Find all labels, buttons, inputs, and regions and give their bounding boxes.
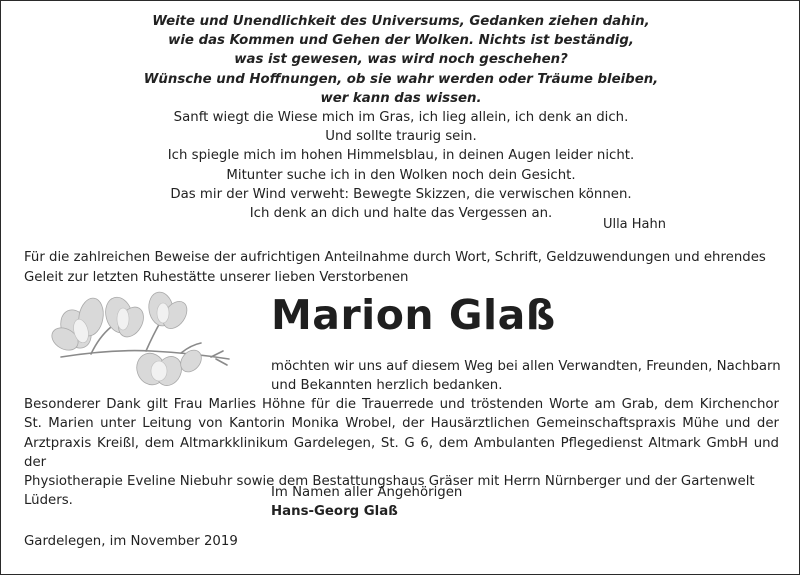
signature-block bbox=[271, 483, 462, 522]
poem-line: Mitunter suche ich in den Wolken noch dein Gesicht. bbox=[226, 167, 576, 183]
intro-line: Für die zahlreichen Beweise der aufrichtigen Anteilnahme durch Wort, Schrift, Geldzuwendungen und ehrendes bbox=[24, 250, 766, 265]
special-thanks-line: Besonderer Dank gilt Frau Marlies Höhne für die Trauerrede und tröstenden Worte am Grab, dem Kirchenchor bbox=[24, 397, 779, 412]
poem-line: Ich spiegle mich im hohen Himmelsblau, in deinen Augen leider nicht. bbox=[167, 148, 635, 164]
place-date: Gardelegen, im November 2019 bbox=[24, 534, 238, 549]
poem-line: Wünsche und Hoffnungen, ob sie wahr werden oder Träume bleiben, bbox=[143, 71, 659, 87]
poem-line: Ich denk an dich und halte das Vergessen an. bbox=[249, 206, 553, 222]
deceased-name: Marion Glaß bbox=[271, 291, 556, 339]
special-thanks-line: Physiotherapie Eveline Niebuhr sowie dem Bestattungshaus Gräser mit Herrn Nürnberger und der Gartenwelt Lüders. bbox=[24, 474, 755, 509]
intro-line: Geleit zur letzten Ruhestätte unserer lieben Verstorbenen bbox=[24, 269, 409, 285]
thanks-paragraph bbox=[271, 357, 781, 396]
special-thanks-line: St. Marien unter Leitung von Kantorin Monika Wrobel, der Hausärztlichen Gemeinschaftspraxis Mühe und der bbox=[24, 416, 779, 432]
poem-line: Sanft wiegt die Wiese mich im Gras, ich lieg allein, ich denk an dich. bbox=[173, 110, 629, 126]
poem-line: was ist gewesen, was wird noch geschehen? bbox=[234, 52, 568, 68]
magnolia-branch-icon bbox=[51, 287, 236, 387]
special-thanks-line: Arztpraxis Kreißl, dem Altmarkklinikum Gardelegen, St. G 6, dem Ambulanten Pflegedienst Altmark GmbH und der bbox=[24, 435, 779, 470]
poem bbox=[1, 12, 800, 223]
poem-line: wie das Kommen und Gehen der Wolken. Nichts ist beständig, bbox=[168, 33, 634, 49]
signature-name: Hans-Georg Glaß bbox=[271, 504, 398, 520]
poem-author: Ulla Hahn bbox=[602, 217, 666, 232]
intro-paragraph bbox=[24, 248, 779, 287]
thanks-line: und Bekannten herzlich bedanken. bbox=[271, 378, 503, 394]
poem-line: Das mir der Wind verweht: Bewegte Skizzen, die verwischen können. bbox=[170, 186, 632, 202]
signature-preface: Im Namen aller Angehörigen bbox=[271, 485, 463, 500]
poem-line: Weite und Unendlichkeit des Universums, Gedanken ziehen dahin, bbox=[152, 14, 650, 29]
poem-line: Und sollte traurig sein. bbox=[325, 129, 477, 145]
poem-line: wer kann das wissen. bbox=[320, 90, 482, 106]
thanks-line: möchten wir uns auf diesem Weg bei allen Verwandten, Freunden, Nachbarn bbox=[271, 359, 781, 374]
